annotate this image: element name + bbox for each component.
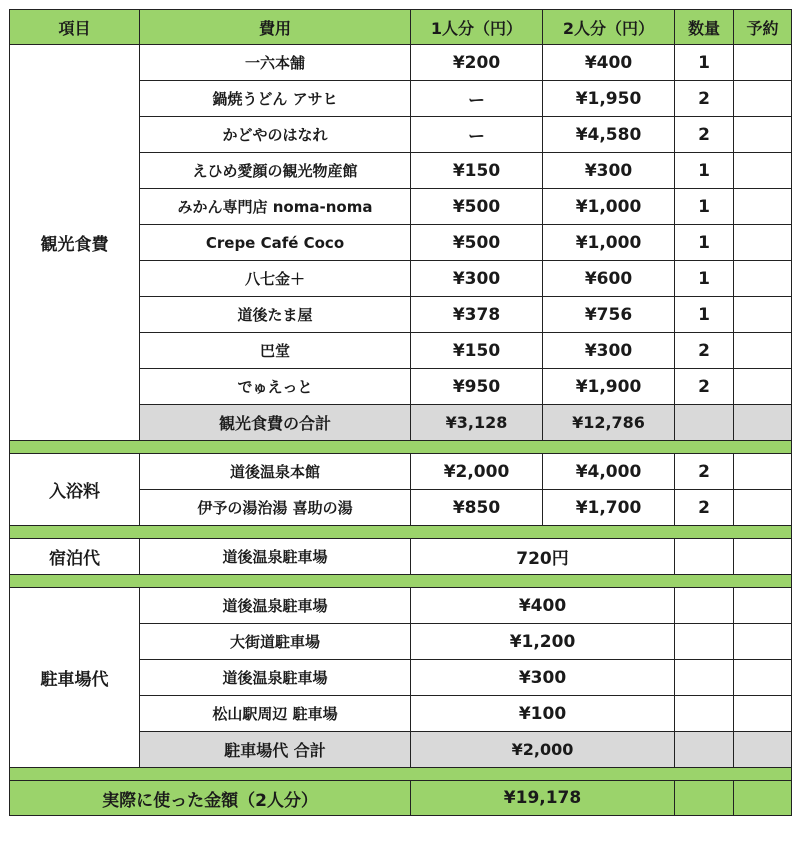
item-name: 一六本舗 bbox=[140, 45, 411, 81]
item-name: でゅえっと bbox=[140, 369, 411, 405]
reserve-cell bbox=[734, 369, 792, 405]
category-sightseeing: 観光食費 bbox=[10, 45, 140, 441]
quantity bbox=[675, 660, 734, 696]
quantity bbox=[675, 588, 734, 624]
subtotal-2person: ¥12,786 bbox=[543, 405, 675, 441]
header-per1: 1人分（円） bbox=[411, 10, 543, 45]
subtotal-reserve bbox=[734, 732, 792, 768]
subtotal-1person: ¥3,128 bbox=[411, 405, 543, 441]
item-name: 道後温泉駐車場 bbox=[140, 588, 411, 624]
lodging-amount: 720円 bbox=[411, 539, 675, 575]
reserve-cell bbox=[734, 153, 792, 189]
subtotal-amount: ¥2,000 bbox=[411, 732, 675, 768]
reserve-cell bbox=[734, 189, 792, 225]
quantity: 2 bbox=[675, 490, 734, 526]
table-row bbox=[10, 588, 792, 624]
item-name: 道後温泉駐車場 bbox=[140, 660, 411, 696]
price-1person: ¥378 bbox=[411, 297, 543, 333]
table-row bbox=[10, 539, 792, 575]
quantity: 2 bbox=[675, 117, 734, 153]
header-cost: 費用 bbox=[140, 10, 411, 45]
quantity: 2 bbox=[675, 454, 734, 490]
item-name: 巴堂 bbox=[140, 333, 411, 369]
price-2person: ¥1,900 bbox=[543, 369, 675, 405]
total-amount: ¥19,178 bbox=[411, 781, 675, 816]
section-divider bbox=[10, 526, 792, 539]
parking-amount: ¥1,200 bbox=[411, 624, 675, 660]
section-divider bbox=[10, 575, 792, 588]
total-row bbox=[10, 781, 792, 816]
item-name: 道後たま屋 bbox=[140, 297, 411, 333]
category-lodging: 宿泊代 bbox=[10, 539, 140, 575]
price-2person: ¥300 bbox=[543, 333, 675, 369]
header-qty: 数量 bbox=[675, 10, 734, 45]
price-2person: ¥1,000 bbox=[543, 225, 675, 261]
subtotal-reserve bbox=[734, 405, 792, 441]
price-1person: ¥2,000 bbox=[411, 454, 543, 490]
reserve-cell bbox=[734, 624, 792, 660]
price-2person: ¥1,700 bbox=[543, 490, 675, 526]
total-label: 実際に使った金額（2人分） bbox=[10, 781, 411, 816]
total-qty bbox=[675, 781, 734, 816]
subtotal-label: 観光食費の合計 bbox=[140, 405, 411, 441]
header-row bbox=[10, 10, 792, 45]
quantity bbox=[675, 624, 734, 660]
quantity: 1 bbox=[675, 297, 734, 333]
price-1person: ¥950 bbox=[411, 369, 543, 405]
quantity: 1 bbox=[675, 45, 734, 81]
reserve-cell bbox=[734, 696, 792, 732]
category-parking: 駐車場代 bbox=[10, 588, 140, 768]
category-bath: 入浴料 bbox=[10, 454, 140, 526]
price-2person: ¥1,000 bbox=[543, 189, 675, 225]
reserve-cell bbox=[734, 588, 792, 624]
price-2person: ¥300 bbox=[543, 153, 675, 189]
quantity: 1 bbox=[675, 261, 734, 297]
reserve-cell bbox=[734, 660, 792, 696]
section-divider bbox=[10, 441, 792, 454]
reserve-cell bbox=[734, 297, 792, 333]
header-per2: 2人分（円） bbox=[543, 10, 675, 45]
parking-amount: ¥400 bbox=[411, 588, 675, 624]
price-2person: ¥756 bbox=[543, 297, 675, 333]
price-1person: ¥300 bbox=[411, 261, 543, 297]
header-reserve: 予約 bbox=[734, 10, 792, 45]
item-name: えひめ愛顔の観光物産館 bbox=[140, 153, 411, 189]
item-name: 鍋焼うどん アサヒ bbox=[140, 81, 411, 117]
item-name: 八七金＋ bbox=[140, 261, 411, 297]
item-name: 松山駅周辺 駐車場 bbox=[140, 696, 411, 732]
reserve-cell bbox=[734, 117, 792, 153]
reserve-cell bbox=[734, 333, 792, 369]
table-row bbox=[10, 454, 792, 490]
quantity: 1 bbox=[675, 189, 734, 225]
reserve-cell bbox=[734, 261, 792, 297]
price-1person: ¥150 bbox=[411, 333, 543, 369]
reserve-cell bbox=[734, 81, 792, 117]
item-name: かどやのはなれ bbox=[140, 117, 411, 153]
item-name: 道後温泉駐車場 bbox=[140, 539, 411, 575]
quantity: 2 bbox=[675, 369, 734, 405]
subtotal-qty bbox=[675, 732, 734, 768]
parking-amount: ¥100 bbox=[411, 696, 675, 732]
price-1person: ¥500 bbox=[411, 225, 543, 261]
subtotal-label: 駐車場代 合計 bbox=[140, 732, 411, 768]
item-name: Crepe Café Coco bbox=[140, 225, 411, 261]
quantity: 2 bbox=[675, 333, 734, 369]
reserve-cell bbox=[734, 454, 792, 490]
price-2person: ¥600 bbox=[543, 261, 675, 297]
item-name: 道後温泉本館 bbox=[140, 454, 411, 490]
header-item: 項目 bbox=[10, 10, 140, 45]
quantity bbox=[675, 539, 734, 575]
reserve-cell bbox=[734, 225, 792, 261]
quantity: 1 bbox=[675, 225, 734, 261]
item-name: 伊予の湯治湯 喜助の湯 bbox=[140, 490, 411, 526]
price-2person: ¥4,580 bbox=[543, 117, 675, 153]
total-reserve bbox=[734, 781, 792, 816]
price-1person: ¥200 bbox=[411, 45, 543, 81]
price-1person: ¥850 bbox=[411, 490, 543, 526]
quantity: 2 bbox=[675, 81, 734, 117]
price-1person: ¥150 bbox=[411, 153, 543, 189]
subtotal-qty bbox=[675, 405, 734, 441]
price-1person: ー bbox=[411, 117, 543, 153]
price-2person: ¥4,000 bbox=[543, 454, 675, 490]
price-1person: ¥500 bbox=[411, 189, 543, 225]
item-name: 大街道駐車場 bbox=[140, 624, 411, 660]
reserve-cell bbox=[734, 539, 792, 575]
parking-amount: ¥300 bbox=[411, 660, 675, 696]
section-divider bbox=[10, 768, 792, 781]
reserve-cell bbox=[734, 490, 792, 526]
price-1person: ー bbox=[411, 81, 543, 117]
price-2person: ¥1,950 bbox=[543, 81, 675, 117]
quantity: 1 bbox=[675, 153, 734, 189]
quantity bbox=[675, 696, 734, 732]
price-2person: ¥400 bbox=[543, 45, 675, 81]
cost-table bbox=[9, 9, 792, 816]
item-name: みかん専門店 noma-noma bbox=[140, 189, 411, 225]
table-row bbox=[10, 45, 792, 81]
reserve-cell bbox=[734, 45, 792, 81]
